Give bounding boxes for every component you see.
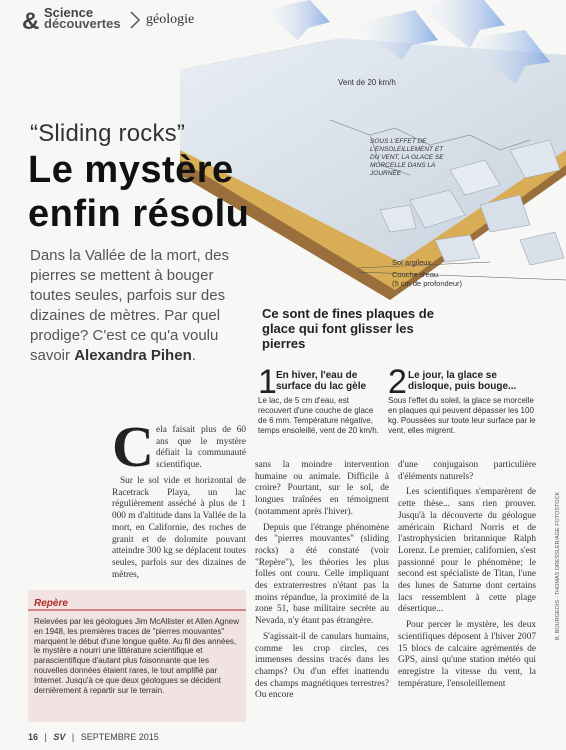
soil-label: Sol argileux [392, 258, 432, 267]
step-1-title: En hiver, l'eau de surface du lac gèle [276, 370, 367, 392]
body-col2 [255, 460, 389, 706]
article-intro: Dans la Vallée de la mort, des pierres se mettent à bouger toutes seules, parfois sur des dizaines de mètres. Par quel prodige? C'est ce qu'a voulu savoir Alexandra Pihen. [30, 247, 229, 364]
paragraph: Pour percer le mystère, les deux scientifiques déposent à l'hiver 2007 15 blocs de calcaire agrémentés de GPS, ainsi qu'une station météo qui enregistre la vitesse du vent, la température, l'ensoleillement [398, 620, 536, 689]
paragraph: ela faisait plus de 60 ans que le mystère défiait la communauté scientifique. [156, 425, 246, 471]
section-label: géologie [146, 12, 195, 27]
page-number: 16 [28, 732, 39, 742]
intro-text: Dans la Vallée de la mort, des pierres se mettent à bouger toutes seules, parfois sur des dizaines de mètres. Par quel prodige? C'est ce qu'a voulu savoir [30, 247, 229, 364]
article-title [28, 148, 358, 236]
repere-title: Repère [34, 598, 68, 609]
paragraph: Depuis que l'étrange phénomène des "pierres mouvantes" (sliding rocks) a été constaté (voir "Repère"), les théories les plus folles ont couru. Celle impliquant des extraterrestres n'étant pas la moins répandue, la proximité de la zone 51, base militaire secrète au Nevada, n'y étant pas étrangère. [255, 522, 389, 627]
water-label: Couche d'eau [392, 270, 439, 279]
paragraph: Les scientifiques s'emparèrent de cette thèse... sans rien prouver. Jusqu'à la découverte du géologue américain Richard Norris et de l'astrophysicien britannique Ralph Lorenz. Le premier, californien, s'est passionné pour le phénomène; le second est spécialiste de Titan, l'une des lunes de Saturne dont certains lacs ressemblent à cette plage désertique... [398, 487, 536, 615]
drop-cap: C [112, 414, 154, 479]
header-decouvertes: découvertes [44, 16, 121, 31]
body-col3 [398, 460, 536, 694]
water-depth-label: (5 cm de profondeur) [392, 279, 463, 288]
issue-date: SEPTEMBRE 2015 [80, 732, 159, 742]
title-line-1: Le mystère [28, 149, 234, 191]
paragraph: d'une conjugaison particulière d'éléments naturels? [398, 460, 536, 482]
step-1-number: 1 [258, 363, 277, 401]
chevron-right-icon [128, 10, 142, 30]
wind-label: Vent de 20 km/h [338, 78, 396, 87]
header-ampersand: & [22, 8, 40, 35]
paragraph: Sur le sol vide et horizontal de Racetrack Playa, un lac régulièrement asséché à plus de 1 000 m d'altitude dans la Vallée de la mort, en Californie, des roches de granit et de dolomite pouvant atteindre 300 kg se déplacent toutes seules, parfois sur des dizaines de mètres, [112, 476, 246, 580]
step-2-number: 2 [388, 363, 407, 401]
repere-text: Relevées par les géologues Jim McAllister et Allen Agnew en 1948, les premières traces de "pierres mouvantes" marquent le début d'une longue quête. Au fil des années, le mystère a nourri une littérature scientifique et parascientifique d'autant plus foisonnante que les nouvelles données étaient rares, le tout amplifié par Internet. Jusqu'à ce que deux géologues se décident dernièrement à repartir sur le terrain. [34, 617, 239, 695]
paragraph: S'agissait-il de canulars humains, comme les crop circles, ces immenses dessins tracés dans les champs? Ou d'un effet inattendu des champs magnétiques terrestres? Ou encore [255, 631, 389, 701]
photo-credit: B. BOURGEOIS - THOMAS DRESSLER/AGE FOTOSTOCK [555, 491, 561, 640]
step-2-text: Sous l'effet du soleil, la glace se morcelle en plaques qui peuvent dépasser les 100 kg. Poussées sur toute leur surface par le vent, elles migrent. [388, 396, 536, 435]
body-col1 [112, 476, 246, 585]
body-col1-first [156, 425, 246, 476]
title-line-2: enfin résolu [28, 193, 250, 235]
author-name: Alexandra Pihen [74, 347, 192, 364]
step-1-text: Le lac, de 5 cm d'eau, est recouvert d'une couche de glace de 6 mm. Température négative, temps ensoleillé, vent de 20 km/h. [258, 396, 379, 435]
paragraph: sans la moindre intervention humaine ou animale. Difficile à croire? Pourtant, sur le sol, de longues traînées en témoignent (notamment après l'hiver). [255, 460, 389, 517]
page-footer: 16 | SV | SEPTEMBRE 2015 [28, 732, 159, 742]
header-science: Science [44, 5, 94, 20]
magazine-logo: SV [53, 732, 66, 742]
ice-breakup-label: SOUS L'EFFET DE L'ENSOLEILLEMENT ET DU VENT, LA GLACE SE MORCELLE DANS LA JOURNÉE [370, 138, 444, 177]
article-kicker: “Sliding rocks” [30, 120, 186, 147]
step-2-title: Le jour, la glace se disloque, puis bouge... [408, 370, 517, 392]
infographic-headline: Ce sont de fines plaques de glace qui font glisser les pierres [262, 306, 434, 351]
